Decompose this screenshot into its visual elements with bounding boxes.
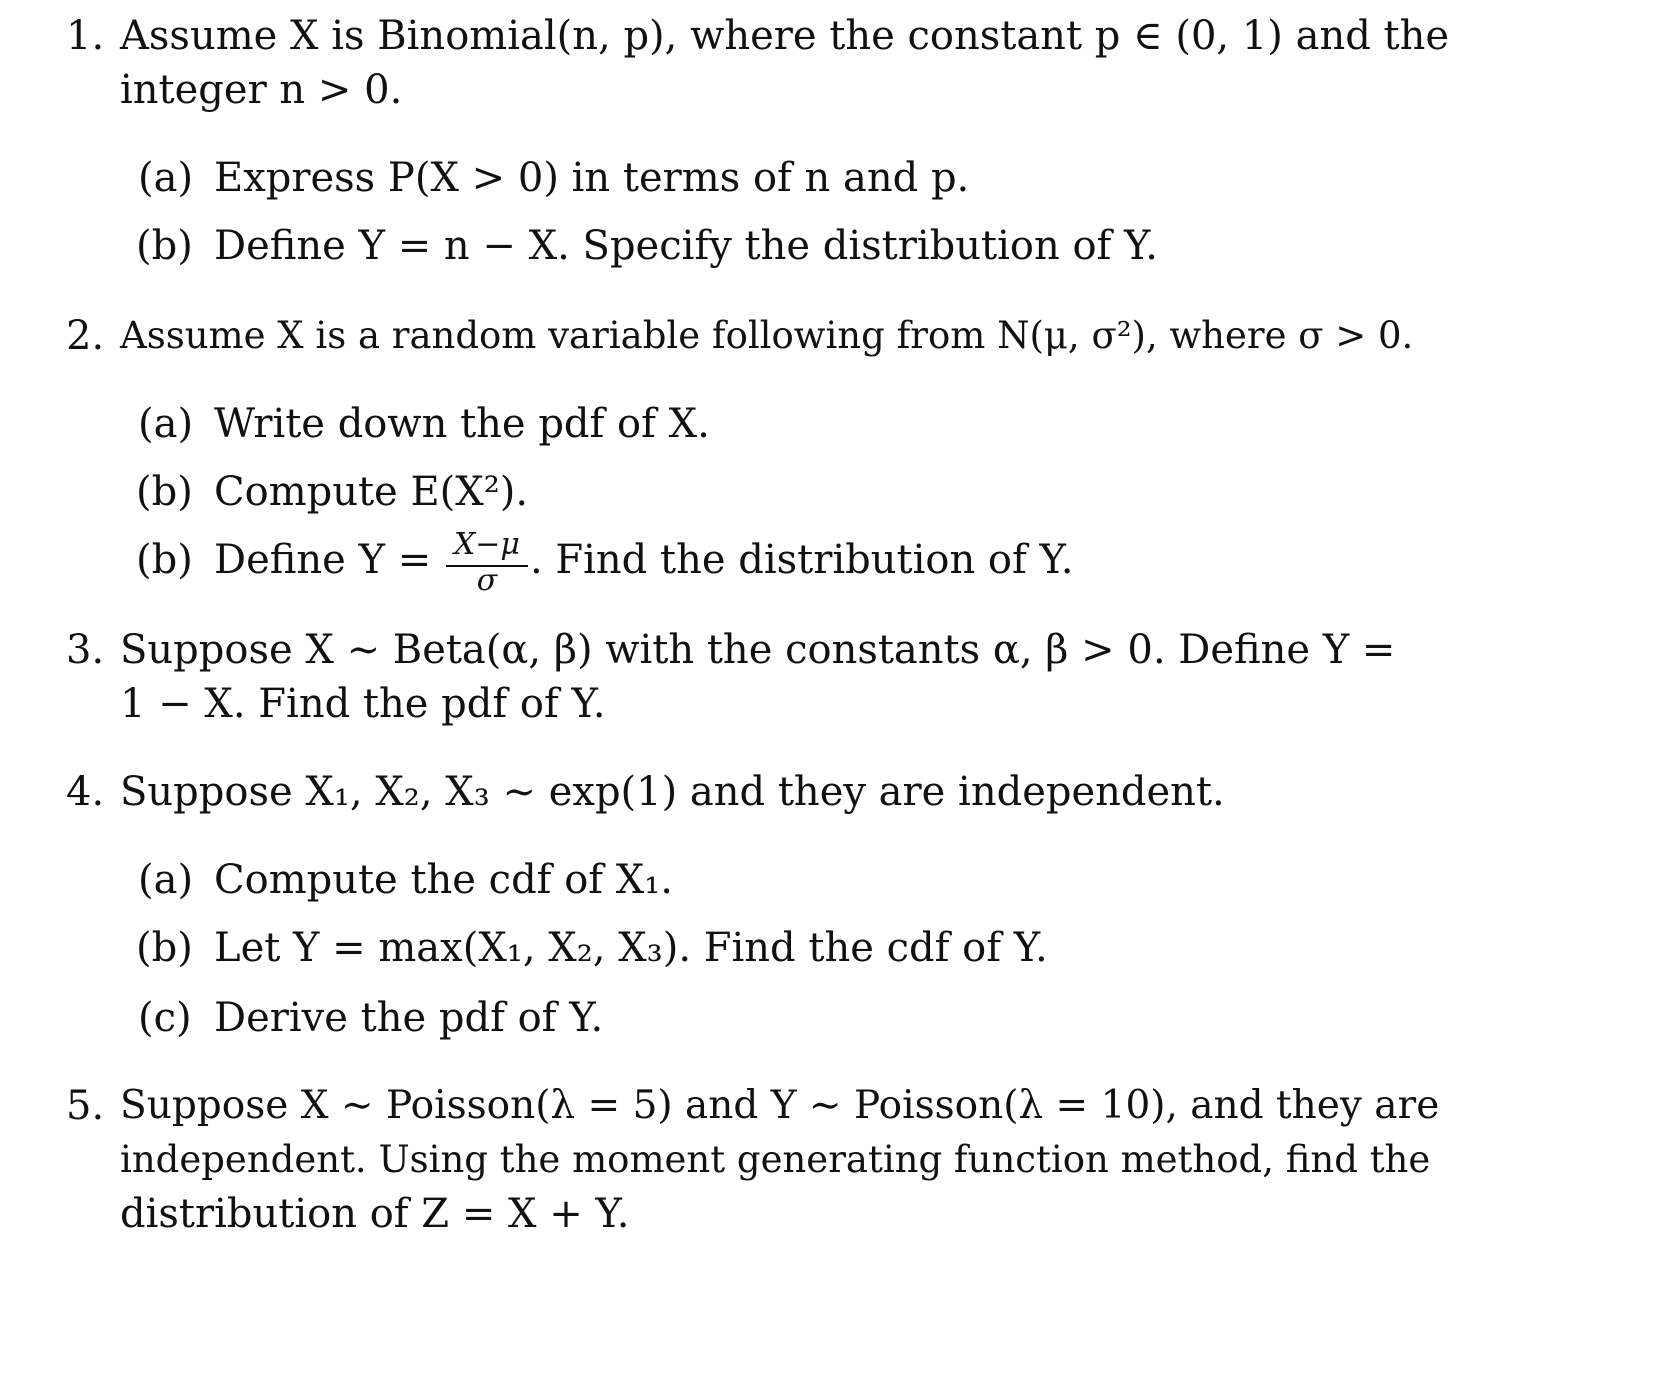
part-label: (b)	[136, 537, 193, 583]
problem-number: 3.	[66, 627, 105, 673]
problem-number: 5.	[66, 1083, 105, 1129]
part-label: (b)	[136, 925, 193, 971]
fraction-numerator: X−μ	[453, 527, 520, 562]
part-text: Compute E(X²).	[214, 469, 529, 515]
part-text: Let Y = max(X₁, X₂, X₃). Find the cdf of Y.	[214, 925, 1048, 971]
part-label: (a)	[138, 857, 194, 903]
part-label: (c)	[138, 995, 192, 1041]
problem-text-line: Assume X is Binomial(n, p), where the constant p ∈ (0, 1) and the	[120, 13, 1450, 59]
part-text: Compute the cdf of X₁.	[214, 857, 674, 903]
part-label: (a)	[138, 401, 194, 447]
part-text: Define Y = n − X. Specify the distribution of Y.	[214, 223, 1159, 269]
part-label: (a)	[138, 155, 194, 201]
fraction-denominator: σ	[476, 563, 498, 598]
problem-number: 2.	[66, 313, 105, 359]
problem-text-line: Assume X is a random variable following from N(μ, σ²), where σ > 0.	[120, 314, 1414, 357]
part-text: Derive the pdf of Y.	[214, 995, 604, 1041]
problem-number: 4.	[66, 769, 105, 815]
problem-text-line: 1 − X. Find the pdf of Y.	[120, 681, 606, 727]
fraction	[444, 527, 530, 598]
problem-text-line: Suppose X₁, X₂, X₃ ∼ exp(1) and they are independent.	[120, 769, 1225, 815]
part-text: Write down the pdf of X.	[214, 401, 710, 447]
part-label: (b)	[136, 469, 193, 515]
problem-text-line: independent. Using the moment generating function method, find the	[120, 1138, 1431, 1181]
part-text-after: . Find the distribution of Y.	[529, 537, 1074, 583]
part-text-before: Define Y =	[214, 537, 432, 583]
part-text	[214, 527, 1074, 598]
problem-text-line: Suppose X ∼ Poisson(λ = 5) and Y ∼ Poisson(λ = 10), and they are	[120, 1083, 1440, 1128]
problem-text-line: integer n > 0.	[120, 67, 403, 113]
part-text: Express P(X > 0) in terms of n and p.	[214, 155, 970, 201]
problem-text-line: Suppose X ∼ Beta(α, β) with the constants α, β > 0. Define Y =	[120, 627, 1396, 673]
part-label: (b)	[136, 223, 193, 269]
problem-number: 1.	[66, 13, 105, 59]
problem-text-line: distribution of Z = X + Y.	[120, 1191, 630, 1237]
